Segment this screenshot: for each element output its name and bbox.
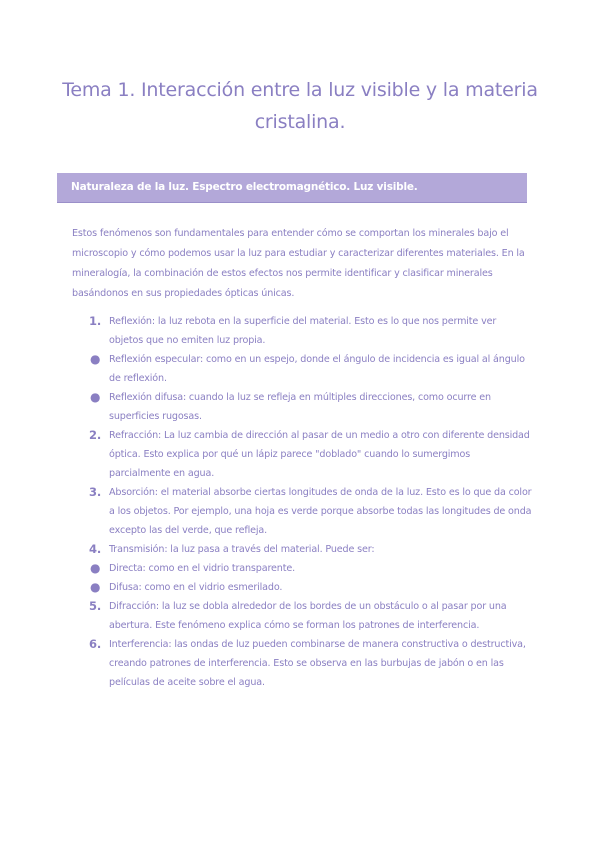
- list-marker: ●: [90, 390, 101, 404]
- list-item: [72, 350, 532, 388]
- list-marker: 4.: [89, 542, 102, 556]
- intro-paragraph: Estos fenómenos son fundamentales para entender cómo se comportan los minerales bajo el microscopio y cómo podemos usar la luz para estudiar y caracterizar diferentes materiales. En la mineralogía, la combinación de estos efectos nos permite identificar y clasificar minerales basándonos en sus propiedades ópticas únicas.: [72, 228, 525, 299]
- list-item-text: Difracción: la luz se dobla alrededor de los bordes de un obstáculo o al pasar por una abertura. Este fenómeno explica cómo se forman los patrones de interferencia.: [109, 601, 507, 631]
- list-marker: 6.: [89, 637, 102, 651]
- list-item-text: Reflexión especular: como en un espejo, donde el ángulo de incidencia es igual al ángulo de reflexión.: [109, 354, 525, 384]
- list-item: [72, 312, 532, 350]
- list-marker: ●: [90, 352, 101, 366]
- list-item: [72, 578, 532, 597]
- list-marker: 2.: [89, 428, 102, 442]
- section-heading-bar: [57, 173, 527, 203]
- list-item: [72, 597, 532, 635]
- list-item: [72, 483, 532, 540]
- list-marker: ●: [90, 580, 101, 594]
- list-item: [72, 635, 532, 692]
- list-marker: 5.: [89, 599, 102, 613]
- list-item-text: Interferencia: las ondas de luz pueden combinarse de manera constructiva o destructiva, creando patrones de interferencia. Esto se observa en las burbujas de jabón o en las películas de aceite sobre el agua.: [109, 639, 526, 688]
- list-marker: 1.: [89, 314, 102, 328]
- list-item-text: Difusa: como en el vidrio esmerilado.: [109, 582, 283, 593]
- section-heading: Naturaleza de la luz. Espectro electromagnético. Luz visible.: [71, 181, 418, 193]
- list-item-text: Transmisión: la luz pasa a través del material. Puede ser:: [109, 544, 375, 555]
- list-item: [72, 559, 532, 578]
- list-item-text: Reflexión difusa: cuando la luz se refleja en múltiples direcciones, como ocurre en superficies rugosas.: [109, 392, 491, 422]
- list-item-text: Refracción: La luz cambia de dirección al pasar de un medio a otro con diferente densidad óptica. Esto explica por qué un lápiz parece "doblado" cuando lo sumergimos parcialmente en agua.: [109, 430, 530, 479]
- list-marker: ●: [90, 561, 101, 575]
- list-item: [72, 540, 532, 559]
- page-title: Tema 1. Interacción entre la luz visible y la materia cristalina.: [62, 79, 538, 133]
- list-item: [72, 388, 532, 426]
- list-item-text: Directa: como en el vidrio transparente.: [109, 563, 295, 574]
- list-item: [72, 426, 532, 483]
- list-item-text: Reflexión: la luz rebota en la superficie del material. Esto es lo que nos permite ver objetos que no emiten luz propia.: [109, 316, 497, 346]
- phenomena-list: [72, 312, 532, 692]
- list-item-text: Absorción: el material absorbe ciertas longitudes de onda de la luz. Esto es lo que da color a los objetos. Por ejemplo, una hoja es verde porque absorbe todas las longitudes de onda excepto las del verde, que refleja.: [109, 487, 532, 536]
- list-marker: 3.: [89, 485, 102, 499]
